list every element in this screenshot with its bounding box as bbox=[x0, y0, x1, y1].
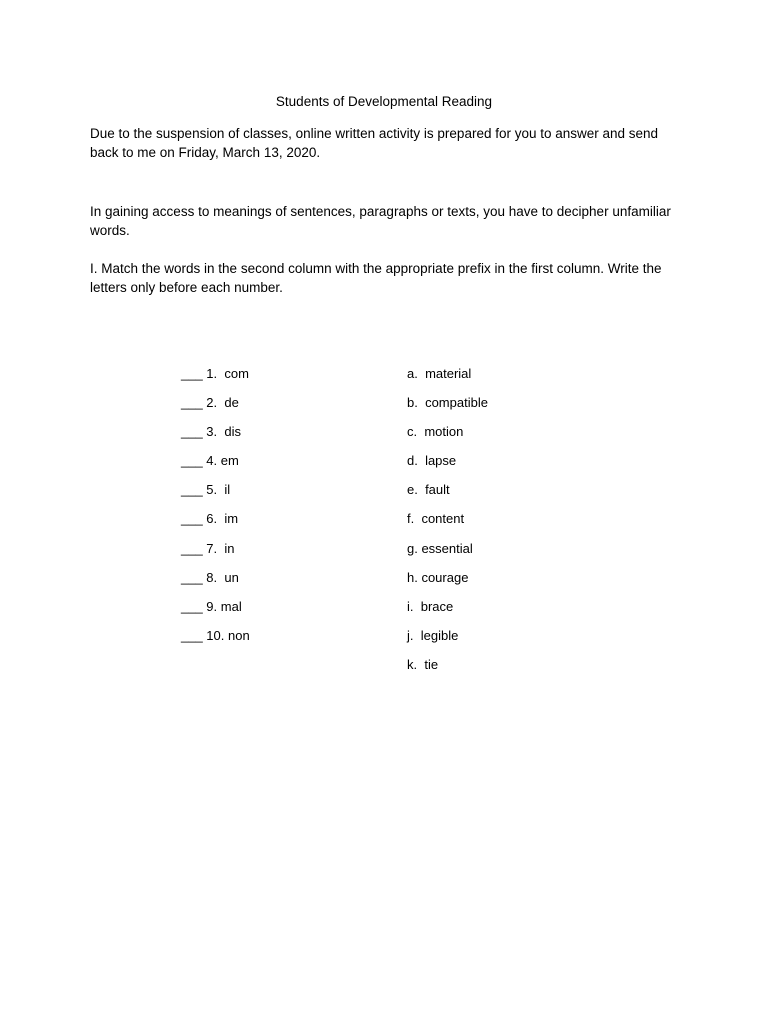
prefix-item: ___ 1. com bbox=[181, 366, 249, 381]
word-item: j. legible bbox=[407, 627, 459, 643]
word-item: k. tie bbox=[407, 656, 439, 672]
word-item: a. material bbox=[407, 366, 472, 381]
word-item: d. lapse bbox=[407, 453, 457, 469]
document-title: Students of Developmental Reading bbox=[275, 94, 493, 109]
prefix-item: ___ 10. non bbox=[181, 627, 250, 643]
prefix-item: ___ 6. im bbox=[181, 511, 239, 527]
word-column bbox=[407, 366, 488, 686]
prefix-item: ___ 7. in bbox=[181, 540, 235, 556]
word-item: e. fault bbox=[407, 482, 450, 498]
word-item: i. brace bbox=[407, 598, 454, 614]
prefix-item: ___ 9. mal bbox=[181, 598, 242, 614]
prefix-column bbox=[181, 366, 250, 657]
word-item: b. compatible bbox=[407, 395, 488, 411]
prefix-item: ___ 4. em bbox=[181, 453, 239, 469]
word-item: h. courage bbox=[407, 569, 469, 585]
word-item: g. essential bbox=[407, 540, 473, 556]
word-item: f. content bbox=[407, 511, 465, 527]
prefix-item: ___ 5. il bbox=[181, 482, 231, 498]
notice-paragraph: Due to the suspension of classes, online written activity is prepared for you to answer and send back to me on Friday, March 13, 2020. bbox=[90, 126, 659, 160]
instructions-paragraph: I. Match the words in the second column with the appropriate prefix in the first column. Write the letters only before each number. bbox=[90, 261, 662, 295]
prefix-item: ___ 8. un bbox=[181, 569, 239, 585]
prefix-item: ___ 3. dis bbox=[181, 424, 241, 440]
prefix-item: ___ 2. de bbox=[181, 395, 239, 411]
word-item: c. motion bbox=[407, 424, 464, 440]
intro-paragraph: In gaining access to meanings of sentences, paragraphs or texts, you have to decipher unfamiliar words. bbox=[90, 204, 671, 238]
